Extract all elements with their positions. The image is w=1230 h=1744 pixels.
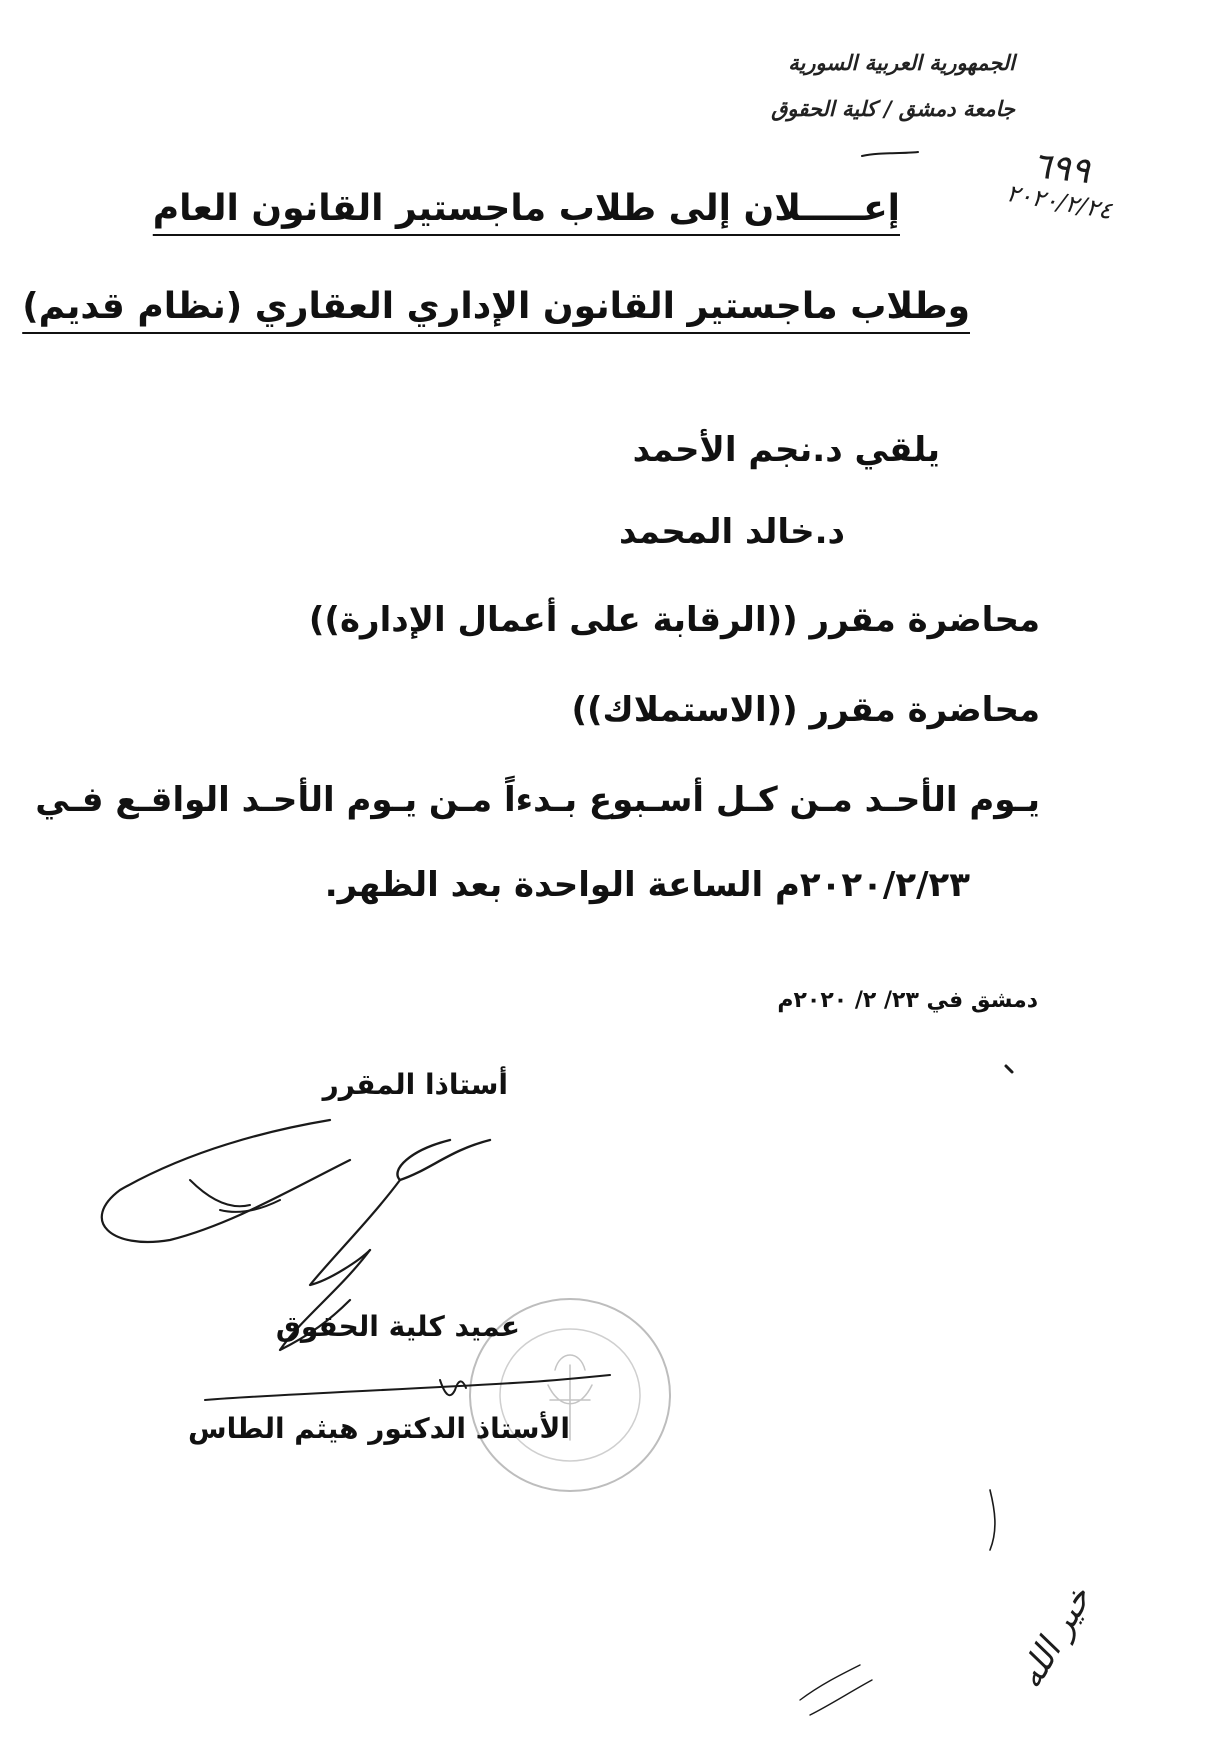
date-line: دمشق في ٢٣/ ٢/ ٢٠٢٠م <box>777 988 1038 1013</box>
reference-number: ٦٩٩ <box>1030 145 1092 192</box>
schedule-line-1: يـوم الأحـد مـن كـل أسـبوع بـدءاً مـن يـوم الأحـد الواقـع فـي <box>35 780 1040 820</box>
margin-note: خير الله <box>1009 1580 1100 1696</box>
course-line-1: محاضرة مقرر ((الرقابة على أعمال الإدارة)) <box>308 600 1040 640</box>
institution-header: جامعة دمشق / كلية الحقوق <box>771 96 1015 121</box>
course-line-2: محاضرة مقرر ((الاستملاك)) <box>571 690 1040 730</box>
lecturer-line-2: د.خالد المحمد <box>618 512 845 552</box>
schedule-line-2: ٢٠٢٠/٢/٢٣م الساعة الواحدة بعد الظهر. <box>324 865 970 905</box>
reference-scribble <box>860 150 1000 190</box>
dean-label: عميد كلية الحقوق <box>275 1310 520 1343</box>
announcement-title-line2: وطلاب ماجستير القانون الإداري العقاري (نظام قديم) <box>22 286 970 327</box>
stray-mark <box>1000 1060 1020 1080</box>
announcement-title-line1: إعـــــلان إلى طلاب ماجستير القانون العام <box>152 188 900 229</box>
reference-date: ٢٠٢٠/٢/٢٤ <box>1003 178 1114 226</box>
dean-name: الأستاذ الدكتور هيثم الطاس <box>188 1412 570 1445</box>
margin-scribble <box>780 1480 1080 1720</box>
country-header: الجمهورية العربية السورية <box>788 50 1015 75</box>
lecturer-line-1: يلقي د.نجم الأحمد <box>632 430 940 470</box>
professors-label: أستاذا المقرر <box>322 1068 508 1101</box>
